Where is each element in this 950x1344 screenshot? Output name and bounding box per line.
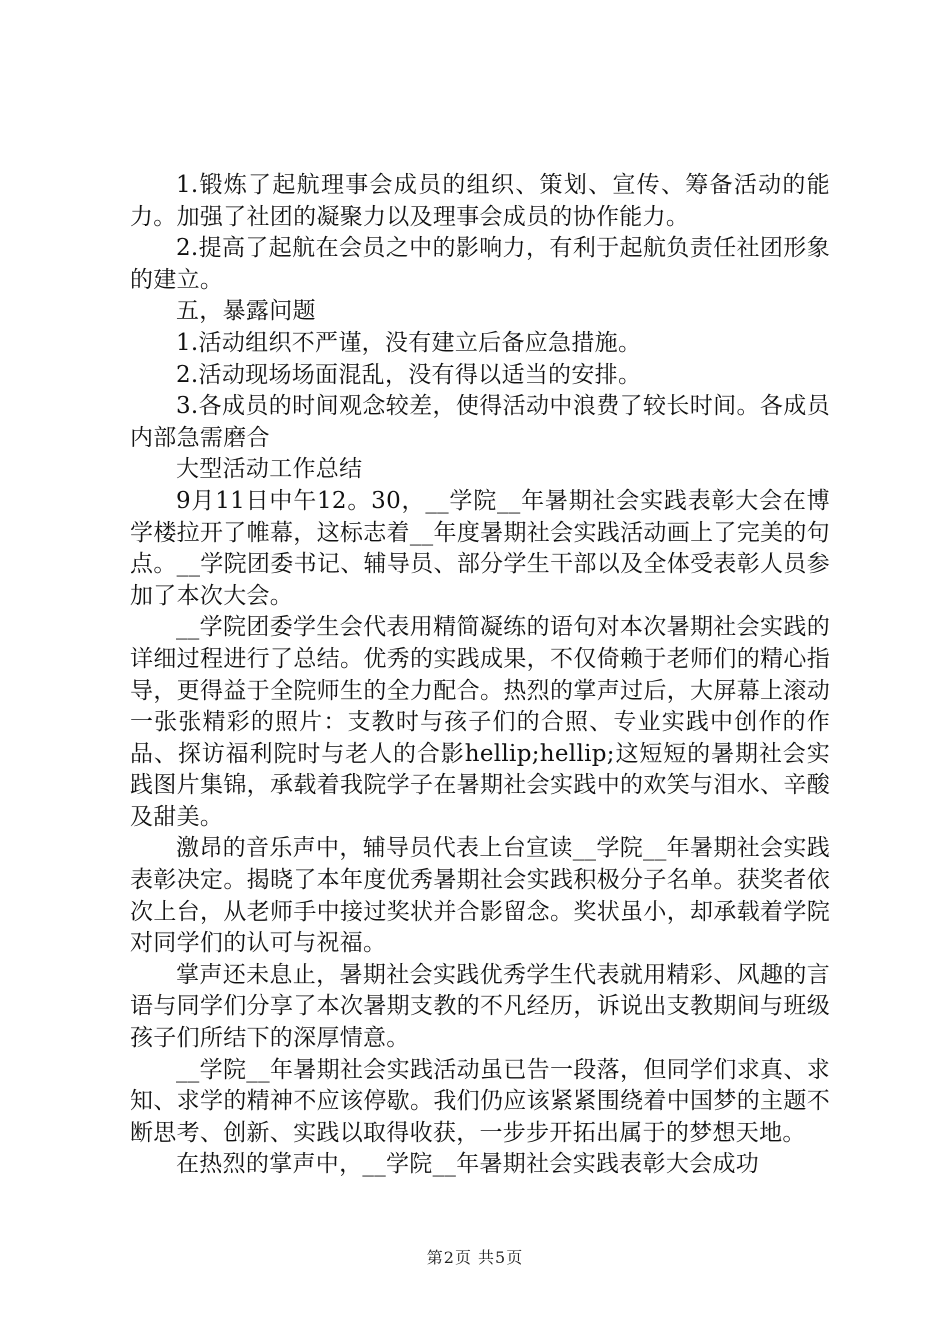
section-heading: 五，暴露问题 <box>176 298 316 325</box>
document-body <box>130 170 830 1181</box>
paragraph: 1.锻炼了起航理事会成员的组织、策划、宣传、筹备活动的能力。加强了社团的凝聚力以及理事会成员的协作能力。 <box>130 172 830 230</box>
paragraph: 1.活动组织不严谨，没有建立后备应急措施。 <box>176 329 642 356</box>
section-heading: 大型活动工作总结 <box>176 456 363 483</box>
paragraph: 9月11日中午12。30，__学院__年暑期社会实践表彰大会在博学楼拉开了帷幕，这标志着__年度暑期社会实践活动画上了完美的句点。__学院团委书记、辅导员、部分学生干部以及全体受表彰人员参加了本次大会。 <box>130 487 830 609</box>
paragraph: 2.提高了起航在会员之中的影响力，有利于起航负责任社团形象的建立。 <box>130 235 830 293</box>
page-number-footer: 第2页 共5页 <box>426 1248 524 1267</box>
paragraph: 激昂的音乐声中，辅导员代表上台宣读__学院__年暑期社会实践表彰决定。揭晓了本年度优秀暑期社会实践积极分子名单。获奖者依次上台，从老师手中接过奖状并合影留念。奖状虽小，却承载着学院对同学们的认可与祝福。 <box>130 835 830 957</box>
paragraph: 2.活动现场场面混乱，没有得以适当的安排。 <box>176 361 642 388</box>
paragraph: 掌声还未息止，暑期社会实践优秀学生代表就用精彩、风趣的言语与同学们分享了本次暑期支教的不凡经历，诉说出支教期间与班级孩子们所结下的深厚情意。 <box>130 961 830 1052</box>
paragraph: __学院团委学生会代表用精简凝练的语句对本次暑期社会实践的详细过程进行了总结。优秀的实践成果，不仅倚赖于老师们的精心指导，更得益于全院师生的全力配合。热烈的掌声过后，大屏幕上滚动一张张精彩的照片：支教时与孩子们的合照、专业实践中创作的作品、探访福利院时与老人的合影hellip;hellip;这短短的暑期社会实践图片集锦，承载着我院学子在暑期社会实践中的欢笑与泪水、辛酸及甜美。 <box>130 614 830 830</box>
paragraph: 在热烈的掌声中，__学院__年暑期社会实践表彰大会成功 <box>176 1151 760 1178</box>
paragraph: 3.各成员的时间观念较差，使得活动中浪费了较长时间。各成员内部急需磨合 <box>130 393 830 451</box>
paragraph: __学院__年暑期社会实践活动虽已告一段落，但同学们求真、求知、求学的精神不应该停歇。我们仍应该紧紧围绕着中国梦的主题不断思考、创新、实践以取得收获，一步步开拓出属于的梦想天地。 <box>130 1056 830 1146</box>
